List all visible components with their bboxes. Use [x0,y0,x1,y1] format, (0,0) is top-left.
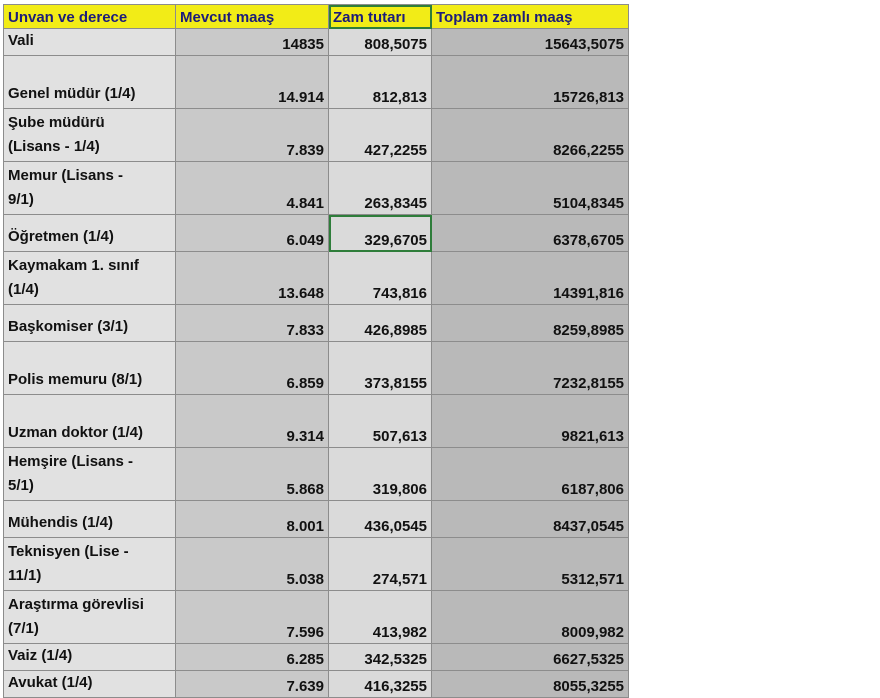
title-text: Genel müdür (1/4) [8,85,136,102]
raise-cell[interactable]: 808,5075 [329,29,432,56]
title-text: Polis memuru (8/1) [8,371,143,388]
raise-cell[interactable]: 373,8155 [329,342,432,395]
title-text: Öğretmen (1/4) [8,228,114,245]
table-row [4,162,629,215]
table-row [4,644,629,671]
table-row [4,109,629,162]
current-salary-cell[interactable]: 5.868 [176,448,329,501]
title-cell[interactable] [4,671,176,698]
table-row [4,395,629,448]
title-text: Araştırma görevlisi (7/1) [8,596,144,637]
current-salary-cell[interactable]: 5.038 [176,538,329,591]
total-salary-cell[interactable]: 8259,8985 [432,305,629,342]
current-salary-cell[interactable]: 8.001 [176,501,329,538]
raise-cell[interactable]: 812,813 [329,56,432,109]
total-salary-cell[interactable]: 14391,816 [432,252,629,305]
raise-cell[interactable]: 427,2255 [329,109,432,162]
total-salary-cell[interactable]: 5104,8345 [432,162,629,215]
table-row [4,342,629,395]
current-salary-cell[interactable]: 13.648 [176,252,329,305]
header-raise-cell[interactable]: Zam tutarı [329,5,432,29]
raise-cell[interactable]: 263,8345 [329,162,432,215]
table-row [4,671,629,698]
total-salary-cell[interactable]: 8055,3255 [432,671,629,698]
title-cell[interactable] [4,644,176,671]
current-salary-cell[interactable]: 7.639 [176,671,329,698]
header-total-salary-cell[interactable]: Toplam zamlı maaş [432,5,629,29]
title-text: Vali [8,32,34,49]
title-text: Şube müdürü (Lisans - 1/4) [8,114,105,155]
title-cell[interactable] [4,29,176,56]
current-salary-cell[interactable]: 7.839 [176,109,329,162]
total-salary-cell[interactable]: 6187,806 [432,448,629,501]
current-salary-cell[interactable]: 6.859 [176,342,329,395]
table-row [4,591,629,644]
title-cell[interactable] [4,448,176,501]
current-salary-cell[interactable]: 6.049 [176,215,329,252]
title-text: Vaiz (1/4) [8,647,73,664]
table-row [4,501,629,538]
table-body [4,29,629,698]
table-row [4,56,629,109]
table-row [4,448,629,501]
raise-cell[interactable]: 426,8985 [329,305,432,342]
table-row [4,252,629,305]
title-cell[interactable] [4,305,176,342]
header-row [4,5,629,29]
total-salary-cell[interactable]: 8266,2255 [432,109,629,162]
title-cell[interactable] [4,215,176,252]
title-cell[interactable] [4,501,176,538]
title-text: Avukat (1/4) [8,674,93,691]
title-text: Hemşire (Lisans - 5/1) [8,453,134,494]
title-cell[interactable] [4,342,176,395]
title-text: Mühendis (1/4) [8,514,114,531]
header-title-cell[interactable]: Unvan ve derece [4,5,176,29]
salary-spreadsheet [3,4,629,698]
total-salary-cell[interactable]: 8437,0545 [432,501,629,538]
total-salary-cell[interactable]: 5312,571 [432,538,629,591]
current-salary-cell[interactable]: 9.314 [176,395,329,448]
raise-cell[interactable]: 507,613 [329,395,432,448]
raise-cell[interactable]: 319,806 [329,448,432,501]
current-salary-cell[interactable]: 7.596 [176,591,329,644]
total-salary-cell[interactable]: 15726,813 [432,56,629,109]
title-cell[interactable] [4,538,176,591]
table-row [4,215,629,252]
raise-cell[interactable]: 416,3255 [329,671,432,698]
title-text: Başkomiser (3/1) [8,318,129,335]
raise-cell[interactable]: 436,0545 [329,501,432,538]
title-cell[interactable] [4,109,176,162]
total-salary-cell[interactable]: 7232,8155 [432,342,629,395]
total-salary-cell[interactable]: 6627,5325 [432,644,629,671]
total-salary-cell[interactable]: 8009,982 [432,591,629,644]
current-salary-cell[interactable]: 14.914 [176,56,329,109]
title-cell[interactable] [4,252,176,305]
current-salary-cell[interactable]: 7.833 [176,305,329,342]
total-salary-cell[interactable]: 6378,6705 [432,215,629,252]
table-row [4,305,629,342]
title-text: Uzman doktor (1/4) [8,424,144,441]
current-salary-cell[interactable]: 6.285 [176,644,329,671]
header-current-salary-cell[interactable]: Mevcut maaş [176,5,329,29]
title-cell[interactable] [4,591,176,644]
title-cell[interactable] [4,162,176,215]
current-salary-cell[interactable]: 4.841 [176,162,329,215]
raise-cell[interactable]: 274,571 [329,538,432,591]
title-text: Memur (Lisans - 9/1) [8,167,124,208]
title-text: Kaymakam 1. sınıf (1/4) [8,257,139,298]
title-text: Teknisyen (Lise - 11/1) [8,543,129,584]
total-salary-cell[interactable]: 9821,613 [432,395,629,448]
raise-cell[interactable]: 413,982 [329,591,432,644]
title-cell[interactable] [4,395,176,448]
raise-cell[interactable]: 342,5325 [329,644,432,671]
total-salary-cell[interactable]: 15643,5075 [432,29,629,56]
table-row [4,538,629,591]
raise-cell[interactable]: 743,816 [329,252,432,305]
current-salary-cell[interactable]: 14835 [176,29,329,56]
raise-cell[interactable]: 329,6705 [329,215,432,252]
table-row [4,29,629,56]
title-cell[interactable] [4,56,176,109]
